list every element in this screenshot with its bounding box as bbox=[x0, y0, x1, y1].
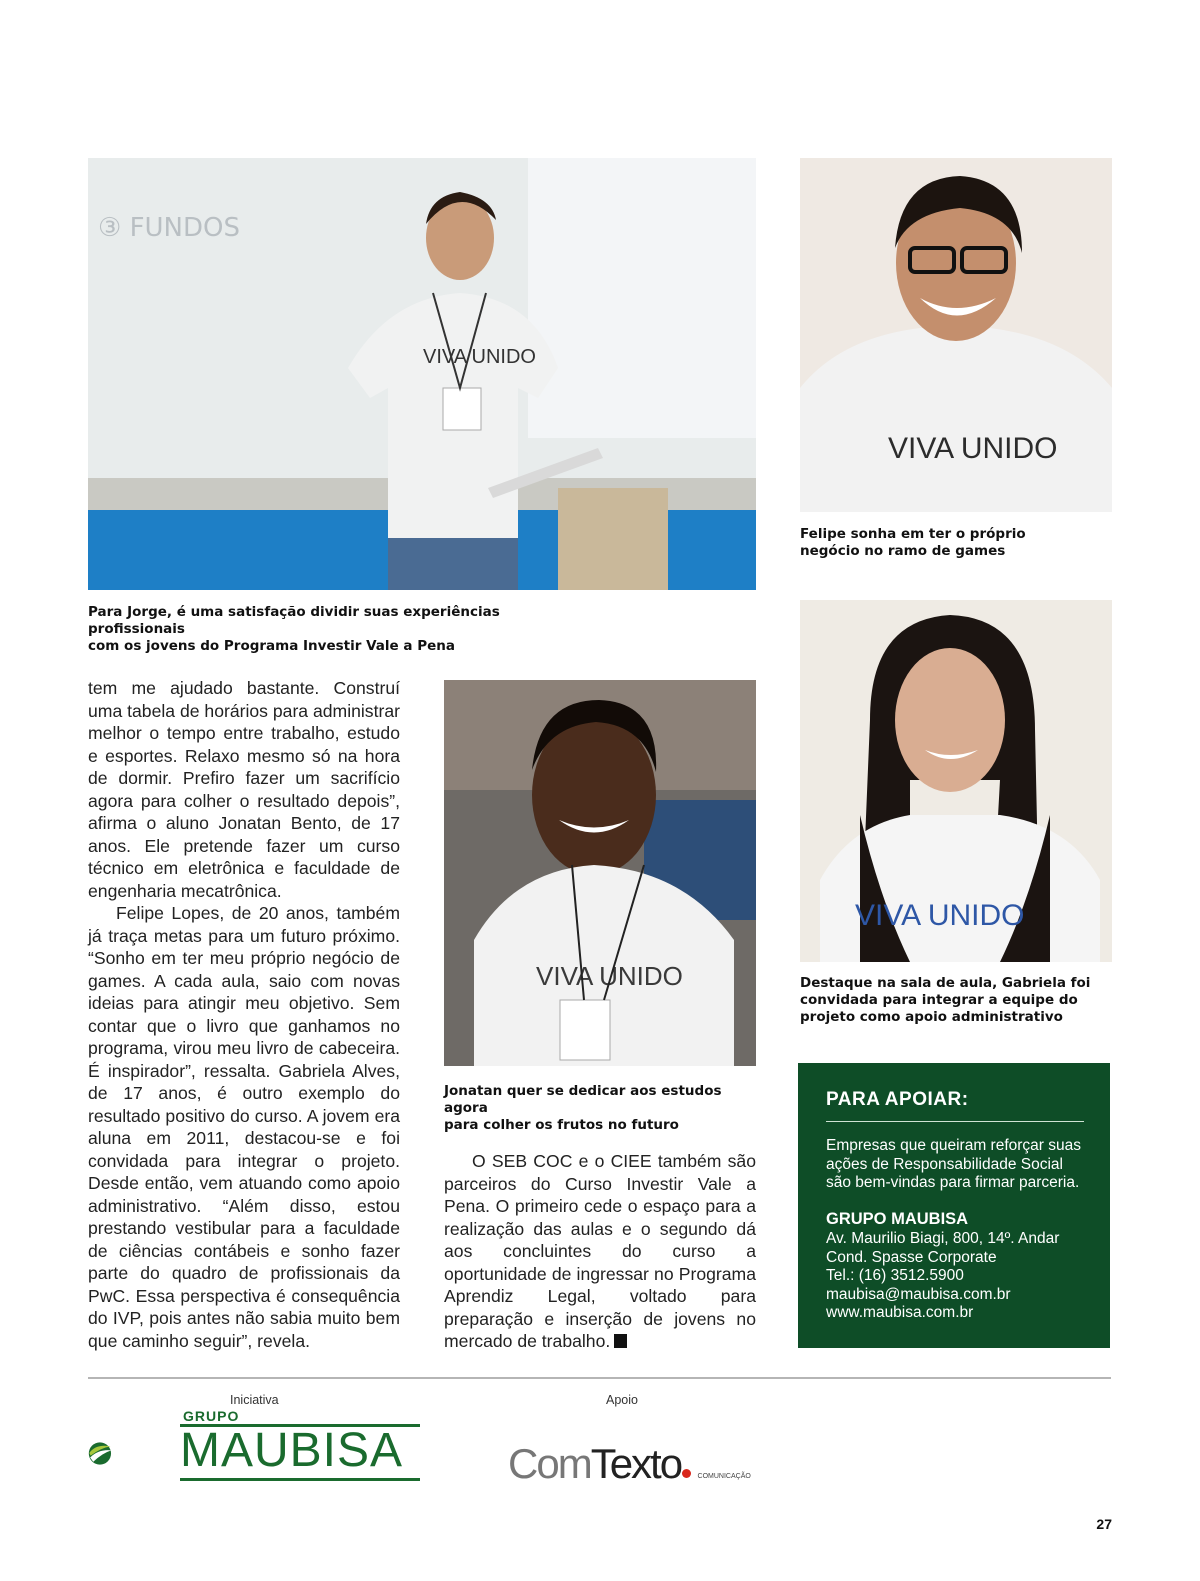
photo-jorge-whiteboard bbox=[88, 158, 756, 590]
caption-jonatan-line-1: Jonatan quer se dedicar aos estudos agora bbox=[444, 1083, 722, 1116]
caption-jorge-line-2: com os jovens do Programa Investir Vale a Pena bbox=[88, 638, 455, 654]
page-number: 27 bbox=[1096, 1516, 1112, 1532]
article-paragraph: O SEB COC e o CIEE também são parceiros do Curso Investir Vale a Pena. O primeiro cede o espaço para a realização das aulas e o segundo dá aos concluintes do curso a oportunidade de ingressar no Programa Aprendiz Legal, voltado para preparação e inserção de jovens no mercado de trabalho. bbox=[444, 1151, 756, 1351]
photo-jonatan bbox=[444, 680, 756, 1066]
support-box bbox=[798, 1063, 1110, 1348]
support-box-address bbox=[826, 1230, 1059, 1323]
support-box-title: PARA APOIAR: bbox=[826, 1089, 969, 1110]
phone-line: Tel.: (16) 3512.5900 bbox=[826, 1267, 964, 1284]
comtexto-logo-sub: COMUNICAÇÃO bbox=[697, 1473, 751, 1480]
article-paragraph: Felipe Lopes, de 20 anos, também já traça metas para um futuro próximo. “Sonho em ter meu próprio negócio de games. A cada aula, saio com novas ideias para atingir meu objetivo. Sem contar que o livro que ganhamos no programa, virou meu livro de cabeceira. É inspirador”, ressalta. Gabriela Alves, de 17 anos, é outro exemplo do resultado positivo do curso. A jovem era aluna em 2011, destacou-se e foi convidada para integrar o projeto. Desde então, vem atuando como apoio administrativo. “Além disso, estou prestando vestibular para a faculdade de ciências contábeis e sonho fazer parte do quadro de profissionais da PwC. Essa perspectiva é consequência do IVP, pois antes não sabia muito bem que caminho seguir”, revela. bbox=[88, 903, 400, 1351]
felipe-shirt-text: VIVA UNIDO bbox=[888, 432, 1058, 465]
caption-jonatan bbox=[444, 1083, 756, 1134]
caption-felipe-line-1: Felipe sonha em ter o próprio bbox=[800, 526, 1026, 542]
caption-gabriela-line-2: convidada para integrar a equipe do bbox=[800, 992, 1078, 1008]
jorge-shirt-text: VIVA UNIDO bbox=[423, 346, 536, 368]
whiteboard-text: ③ FUNDOS bbox=[98, 213, 240, 243]
photo-gabriela bbox=[800, 600, 1112, 962]
caption-gabriela-line-3: projeto como apoio administrativo bbox=[800, 1009, 1063, 1025]
end-of-article-icon bbox=[614, 1334, 627, 1348]
caption-gabriela bbox=[800, 975, 1100, 1026]
comtexto-logo-texto: Texto bbox=[590, 1440, 682, 1487]
caption-gabriela-line-1: Destaque na sala de aula, Gabriela foi bbox=[800, 975, 1091, 991]
comtexto-logo bbox=[508, 1440, 751, 1490]
maubisa-logo-rule bbox=[180, 1478, 420, 1481]
website-link[interactable]: www.maubisa.com.br bbox=[826, 1304, 974, 1321]
support-box-org: GRUPO MAUBISA bbox=[826, 1210, 969, 1228]
jonatan-shirt-text: VIVA UNIDO bbox=[536, 961, 683, 991]
email-link[interactable]: maubisa@maubisa.com.br bbox=[826, 1285, 1011, 1303]
initiative-label: Iniciativa bbox=[230, 1393, 279, 1407]
caption-jorge-line-1: Para Jorge, é uma satisfação dividir suas experiências profissionais bbox=[88, 604, 500, 637]
article-column-2 bbox=[444, 1150, 756, 1353]
article-paragraph: tem me ajudado bastante. Construí uma tabela de horários para administrar melhor o tempo entre trabalho, estudo e esportes. Relaxo mesmo só na hora de dormir. Prefiro fazer um sacrifício agora para colher o resultado depois”, afirma o aluno Jonatan Bento, de 17 anos. Ele pretende fazer um curso técnico em eletrônica e faculdade de engenharia mecatrônica. bbox=[88, 678, 400, 901]
maubisa-logo-grupo: GRUPO bbox=[183, 1408, 240, 1424]
address-line: Cond. Spasse Corporate bbox=[826, 1248, 997, 1266]
gabriela-shirt-text: VIVA UNIDO bbox=[855, 899, 1025, 932]
article-column-1 bbox=[88, 677, 400, 1352]
caption-felipe bbox=[800, 526, 1100, 560]
support-box-divider bbox=[826, 1121, 1084, 1122]
caption-felipe-line-2: negócio no ramo de games bbox=[800, 543, 1006, 559]
maubisa-logo bbox=[88, 1408, 428, 1498]
maubisa-leaf-icon bbox=[88, 1408, 178, 1498]
maubisa-logo-wordmark: MAUBISA bbox=[180, 1424, 404, 1477]
caption-jonatan-line-2: para colher os frutos no futuro bbox=[444, 1117, 679, 1133]
address-line: Av. Maurilio Biagi, 800, 14º. Andar bbox=[826, 1230, 1060, 1247]
support-label: Apoio bbox=[606, 1393, 638, 1407]
comtexto-logo-com: Com bbox=[508, 1440, 591, 1487]
footer-divider bbox=[88, 1377, 1111, 1379]
photo-felipe bbox=[800, 158, 1112, 512]
comtexto-dot-icon bbox=[682, 1469, 691, 1478]
support-box-text: Empresas que queiram reforçar suas ações de Responsabilidade Social são bem-vindas para firmar parceria. bbox=[826, 1137, 1082, 1191]
caption-jorge bbox=[88, 604, 588, 655]
